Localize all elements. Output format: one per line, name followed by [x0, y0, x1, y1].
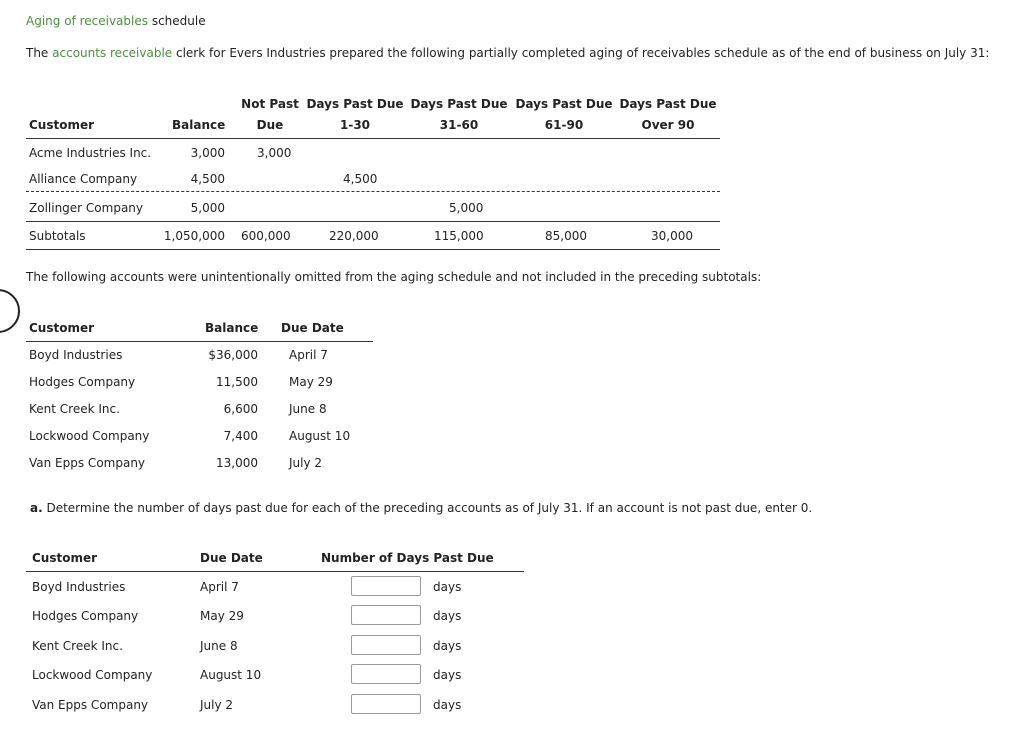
- omitted-row-due-date: June 8: [289, 402, 327, 416]
- aging-row-balance: 5,000: [190, 201, 225, 215]
- days-unit-label: days: [433, 580, 462, 594]
- aging-row-balance: 3,000: [190, 146, 225, 160]
- aging-header-over-90-1: Days Past Due: [619, 97, 717, 111]
- omitted-row-due-date: May 29: [289, 375, 333, 389]
- intro-post: clerk for Evers Industries prepared the following partially completed aging of receivables schedule as of the end of business on July 31:: [172, 46, 990, 60]
- aging-row-rule: [26, 221, 720, 222]
- omitted-header-due-date: Due Date: [281, 321, 344, 335]
- aging-row-31-60: 5,000: [449, 201, 484, 215]
- aging-header-not-past-due-1: Not Past: [241, 97, 299, 111]
- aging-header-not-past-due-2: Due: [256, 118, 284, 132]
- answer-row-due-date: April 7: [200, 580, 239, 594]
- days-unit-label: days: [433, 698, 462, 712]
- omitted-row-customer: Van Epps Company: [29, 456, 146, 470]
- circle-icon: [0, 289, 20, 333]
- omitted-row-due-date: August 10: [289, 429, 351, 443]
- title-rest: schedule: [148, 14, 206, 28]
- days-unit-label: days: [433, 609, 462, 623]
- question-a: [30, 501, 812, 515]
- days-unit-label: days: [433, 639, 462, 653]
- aging-header-61-90-1: Days Past Due: [515, 97, 613, 111]
- omitted-header-balance: Balance: [205, 321, 259, 335]
- aging-header-31-60-2: 31-60: [439, 118, 479, 132]
- aging-header-1-30-1: Days Past Due: [306, 97, 404, 111]
- aging-header-over-90-2: Over 90: [641, 118, 695, 132]
- omitted-row-balance: 13,000: [216, 456, 258, 470]
- aging-header-1-30-2: 1-30: [339, 118, 371, 132]
- aging-subtotal-balance: 1,050,000: [163, 229, 225, 243]
- aging-row-customer: Acme Industries Inc.: [29, 146, 152, 160]
- answer-header-rule: [26, 571, 524, 572]
- omitted-header-customer: Customer: [29, 321, 95, 335]
- answer-row-customer: Kent Creek Inc.: [32, 639, 123, 653]
- aging-row-customer: Alliance Company: [29, 172, 138, 186]
- omitted-row-balance: 6,600: [223, 402, 258, 416]
- answer-row-customer: Boyd Industries: [32, 580, 126, 594]
- omitted-accounts-text: The following accounts were unintentionally omitted from the aging schedule and not included in the preceding subtotals:: [26, 270, 762, 284]
- answer-row-customer: Hodges Company: [32, 609, 139, 623]
- days-unit-label: days: [433, 668, 462, 682]
- accounts-receivable-link[interactable]: accounts receivable: [52, 46, 173, 60]
- aging-row-not-past-due: 3,000: [257, 146, 292, 160]
- days-past-due-input-van-epps[interactable]: [351, 694, 421, 714]
- intro-pre: The: [26, 46, 53, 60]
- omitted-row-customer: Boyd Industries: [29, 348, 123, 362]
- aging-subtotal-61-90: 85,000: [545, 229, 587, 243]
- aging-header-31-60-1: Days Past Due: [410, 97, 508, 111]
- answer-row-due-date: June 8: [200, 639, 238, 653]
- aging-row-customer: Zollinger Company: [29, 201, 144, 215]
- aging-row-balance: 4,500: [190, 172, 225, 186]
- answer-row-due-date: May 29: [200, 609, 244, 623]
- aging-subtotals-label: Subtotals: [29, 229, 86, 243]
- answer-row-due-date: August 10: [200, 668, 262, 682]
- days-past-due-input-hodges[interactable]: [351, 605, 421, 625]
- aging-header-balance: Balance: [172, 118, 226, 132]
- omitted-row-customer: Kent Creek Inc.: [29, 402, 120, 416]
- aging-row-1-30: 4,500: [343, 172, 378, 186]
- page-title: [26, 14, 206, 28]
- aging-bottom-rule: [26, 249, 720, 250]
- aging-dashed-rule: [26, 191, 720, 192]
- omitted-row-balance: $36,000: [208, 348, 258, 362]
- answer-row-customer: Lockwood Company: [32, 668, 153, 682]
- omitted-row-balance: 11,500: [216, 375, 258, 389]
- answer-row-due-date: July 2: [200, 698, 234, 712]
- question-a-text: Determine the number of days past due for each of the preceding accounts as of July 31. If an account is not past due, enter 0.: [42, 501, 813, 515]
- omitted-row-customer: Hodges Company: [29, 375, 136, 389]
- question-a-label: a.: [30, 501, 43, 515]
- answer-header-customer: Customer: [32, 551, 98, 565]
- omitted-header-rule: [26, 341, 373, 342]
- answer-row-customer: Van Epps Company: [32, 698, 149, 712]
- title-link[interactable]: Aging of receivables: [26, 14, 148, 28]
- aging-header-61-90-2: 61-90: [544, 118, 584, 132]
- days-past-due-input-kent-creek[interactable]: [351, 635, 421, 655]
- omitted-row-balance: 7,400: [223, 429, 258, 443]
- aging-header-customer: Customer: [29, 118, 95, 132]
- aging-subtotal-1-30: 220,000: [329, 229, 379, 243]
- aging-subtotal-over-90: 30,000: [651, 229, 693, 243]
- aging-subtotal-not-past-due: 600,000: [241, 229, 291, 243]
- omitted-row-due-date: April 7: [289, 348, 328, 362]
- aging-header-rule: [26, 138, 720, 139]
- omitted-row-due-date: July 2: [289, 456, 323, 470]
- omitted-row-customer: Lockwood Company: [29, 429, 150, 443]
- answer-header-due-date: Due Date: [200, 551, 263, 565]
- intro-paragraph: [26, 46, 989, 60]
- aging-subtotal-31-60: 115,000: [434, 229, 484, 243]
- answer-header-days-past-due: Number of Days Past Due: [321, 551, 494, 565]
- days-past-due-input-boyd[interactable]: [351, 576, 421, 596]
- days-past-due-input-lockwood[interactable]: [351, 664, 421, 684]
